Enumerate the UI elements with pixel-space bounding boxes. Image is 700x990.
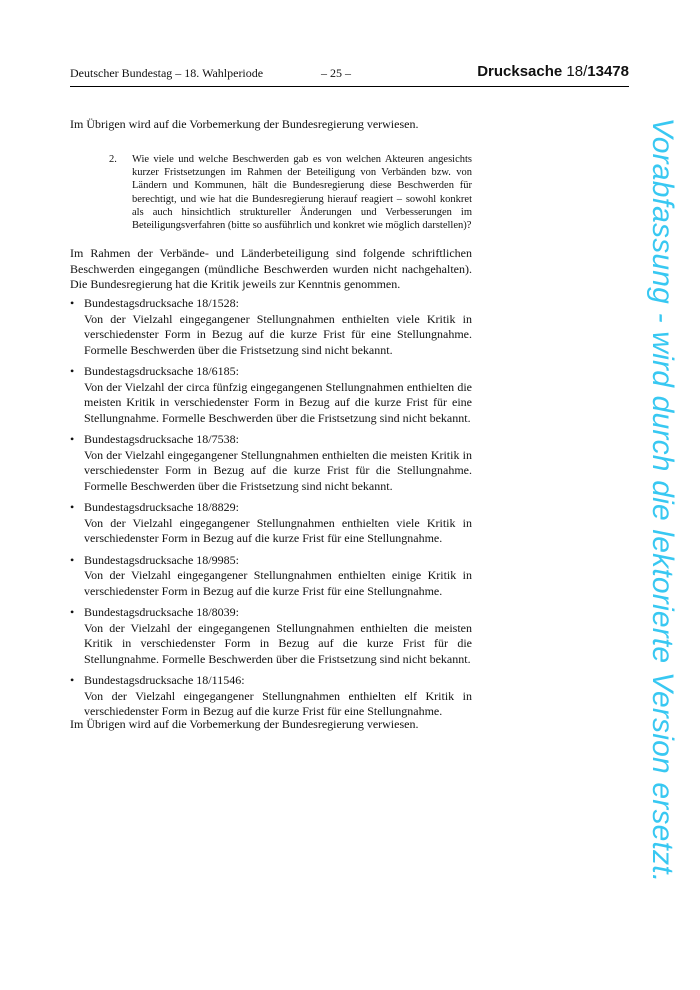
list-item	[70, 553, 472, 600]
list-item	[70, 296, 472, 358]
item-text: Von der Vielzahl der circa fünfzig eingegangenen Stellungnahmen enthielten die meisten Kritik in verschiedenster Form in Bezug auf die kurze Frist für eine Stellungnahme. Formelle Beschwerden über die Fristsetzung sind nicht bekannt.	[84, 379, 472, 425]
paragraph-reference-bottom: Im Übrigen wird auf die Vorbemerkung der Bundesregierung verwiesen.	[70, 717, 419, 731]
paragraph-reference-top: Im Übrigen wird auf die Vorbemerkung der Bundesregierung verwiesen.	[70, 117, 419, 131]
question-number: 2.	[109, 154, 117, 165]
item-title: Bundestagsdrucksache 18/8829:	[84, 500, 239, 514]
bullet-icon: •	[70, 552, 75, 567]
item-text: Von der Vielzahl eingegangener Stellungnahmen enthielten elf Kritik in verschiedenster Form in Bezug auf die kurze Frist für eine Stellungnahme.	[84, 688, 472, 718]
item-text: Von der Vielzahl eingegangener Stellungnahmen enthielten die meisten Kritik in verschiedenster Form in Bezug auf die kurze Frist für die Stellungnahme. Formelle Beschwerden über die Fristsetzung sind nicht bekannt.	[84, 447, 472, 493]
bullet-icon: •	[70, 673, 75, 687]
bullet-icon: •	[70, 605, 75, 619]
item-text: Von der Vielzahl eingegangener Stellungnahmen enthielten einige Kritik in verschiedenster Form in Bezug auf die kurze Frist für eine Stellungnahme.	[84, 568, 472, 598]
bullet-icon: •	[70, 500, 75, 514]
item-text: Von der Vielzahl eingegangener Stellungnahmen enthielten viele Kritik in verschiedenster Form in Bezug auf die kurze Frist für eine Stellungnahme. Formelle Beschwerden über die Fristsetzung sind nicht bekannt.	[84, 311, 472, 357]
list-item	[70, 500, 472, 547]
item-text: Von der Vielzahl eingegangener Stellungnahmen enthielten viele Kritik in verschiedenster Form in Bezug auf die kurze Frist für eine Stellungnahme.	[84, 515, 472, 545]
page-header	[70, 63, 629, 87]
page-number: – 25 –	[321, 66, 351, 80]
list-item	[70, 432, 472, 494]
bullet-icon: •	[70, 432, 75, 446]
item-title: Bundestagsdrucksache 18/6185:	[84, 364, 239, 378]
answer-intro: Im Rahmen der Verbände- und Länderbeteiligung sind folgende schriftlichen Beschwerden eingegangen (mündliche Beschwerden wurden nicht nachgehalten). Die Bundesregierung hat die Kritik jeweils zur Kenntnis genommen.	[70, 246, 472, 291]
item-title: Bundestagsdrucksache 18/9985:	[84, 552, 239, 567]
document-number	[477, 63, 629, 80]
header-publication: Deutscher Bundestag – 18. Wahlperiode	[70, 66, 264, 80]
list-item	[70, 673, 472, 720]
document-id: 13478	[587, 63, 629, 80]
bullet-icon: •	[70, 296, 75, 310]
question-text: Wie viele und welche Beschwerden gab es von welchen Akteuren angesichts kurzer Fristsetzungen im Rahmen der Beteiligung von Verbänden bzw. von Ländern und Kommunen, hält die Bundesregierung diese Beschwerden für berechtigt, und wie hat die Bundesregierung hierauf reagiert – sowohl konkret als auch hinsichtlich struktureller Änderungen und Verbesserungen im Beteiligungsverfahren (bitte so ausführlich und konkret wie möglich darstellen)?	[132, 154, 472, 232]
question-block	[109, 153, 472, 232]
item-text: Von der Vielzahl der eingegangenen Stellungnahmen enthielten die meisten Kritik in verschiedenster Form in Bezug auf die kurze Frist für die Stellungnahme. Formelle Beschwerden über die Fristsetzung sind nicht bekannt.	[84, 620, 472, 666]
list-item	[70, 605, 472, 667]
draft-watermark: Vorabfassung - wird durch die lektorierte Version ersetzt.	[646, 117, 679, 883]
item-title: Bundestagsdrucksache 18/7538:	[84, 432, 239, 446]
item-title: Bundestagsdrucksache 18/8039:	[84, 605, 239, 619]
complaints-list	[70, 296, 472, 726]
item-title: Bundestagsdrucksache 18/11546:	[84, 673, 245, 687]
bullet-icon: •	[70, 364, 75, 378]
document-label: Drucksache	[477, 63, 563, 80]
item-title: Bundestagsdrucksache 18/1528:	[84, 296, 239, 310]
list-item	[70, 364, 472, 426]
document-period: 18/	[566, 63, 588, 80]
